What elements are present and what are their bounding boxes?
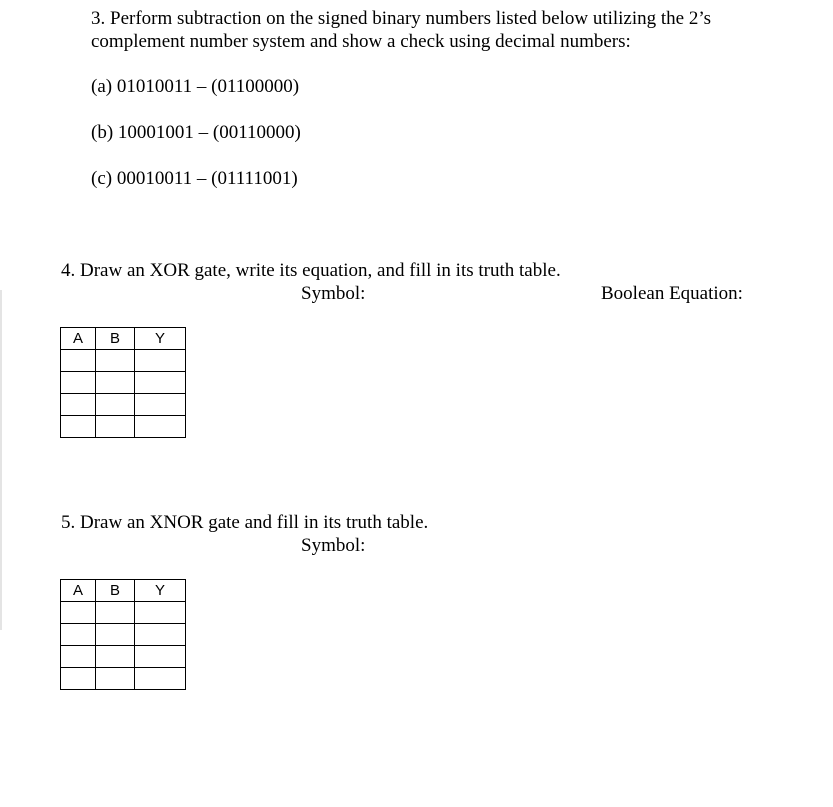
question-3-part-a: (a) 01010011 – (01100000) bbox=[91, 76, 300, 97]
table-cell[interactable] bbox=[96, 602, 135, 624]
xor-truth-table bbox=[60, 327, 186, 438]
table-cell[interactable] bbox=[61, 350, 96, 372]
table-row bbox=[61, 416, 186, 438]
table-cell[interactable] bbox=[96, 624, 135, 646]
table-header-row bbox=[61, 328, 186, 350]
table-cell[interactable] bbox=[135, 350, 186, 372]
table-cell[interactable] bbox=[96, 394, 135, 416]
table-cell[interactable] bbox=[61, 624, 96, 646]
column-header-b: B bbox=[96, 580, 135, 602]
table-cell[interactable] bbox=[96, 372, 135, 394]
question-3-line-1: 3. Perform subtraction on the signed binary numbers listed below utilizing the 2’s bbox=[91, 8, 712, 29]
question-5-symbol-label: Symbol: bbox=[301, 535, 366, 556]
table-cell[interactable] bbox=[135, 416, 186, 438]
column-header-a: A bbox=[61, 328, 96, 350]
table-cell[interactable] bbox=[135, 602, 186, 624]
table-row bbox=[61, 394, 186, 416]
table-cell[interactable] bbox=[61, 602, 96, 624]
table-cell[interactable] bbox=[61, 668, 96, 690]
xnor-truth-table bbox=[60, 579, 186, 690]
table-cell[interactable] bbox=[61, 372, 96, 394]
table-cell[interactable] bbox=[96, 646, 135, 668]
table-row bbox=[61, 624, 186, 646]
table-cell[interactable] bbox=[61, 394, 96, 416]
table-cell[interactable] bbox=[96, 668, 135, 690]
column-header-y: Y bbox=[135, 580, 186, 602]
column-header-y: Y bbox=[135, 328, 186, 350]
table-row bbox=[61, 372, 186, 394]
column-header-b: B bbox=[96, 328, 135, 350]
table-cell[interactable] bbox=[61, 416, 96, 438]
question-3-part-c: (c) 00010011 – (01111001) bbox=[91, 168, 298, 189]
question-3-part-b: (b) 10001001 – (00110000) bbox=[91, 122, 301, 143]
table-cell[interactable] bbox=[96, 350, 135, 372]
column-header-a: A bbox=[61, 580, 96, 602]
question-4-prompt: 4. Draw an XOR gate, write its equation, and fill in its truth table. bbox=[61, 260, 561, 281]
table-row bbox=[61, 646, 186, 668]
table-row bbox=[61, 602, 186, 624]
table-cell[interactable] bbox=[61, 646, 96, 668]
page-edge-divider bbox=[0, 290, 2, 630]
question-4-symbol-label: Symbol: bbox=[301, 283, 366, 304]
table-row bbox=[61, 350, 186, 372]
table-cell[interactable] bbox=[135, 624, 186, 646]
table-cell[interactable] bbox=[135, 668, 186, 690]
table-cell[interactable] bbox=[96, 416, 135, 438]
table-cell[interactable] bbox=[135, 394, 186, 416]
question-4-equation-label: Boolean Equation: bbox=[601, 283, 743, 304]
question-5-prompt: 5. Draw an XNOR gate and fill in its truth table. bbox=[61, 512, 429, 533]
table-cell[interactable] bbox=[135, 646, 186, 668]
table-cell[interactable] bbox=[135, 372, 186, 394]
table-row bbox=[61, 668, 186, 690]
question-3-line-2: complement number system and show a check using decimal numbers: bbox=[91, 31, 631, 52]
table-header-row bbox=[61, 580, 186, 602]
